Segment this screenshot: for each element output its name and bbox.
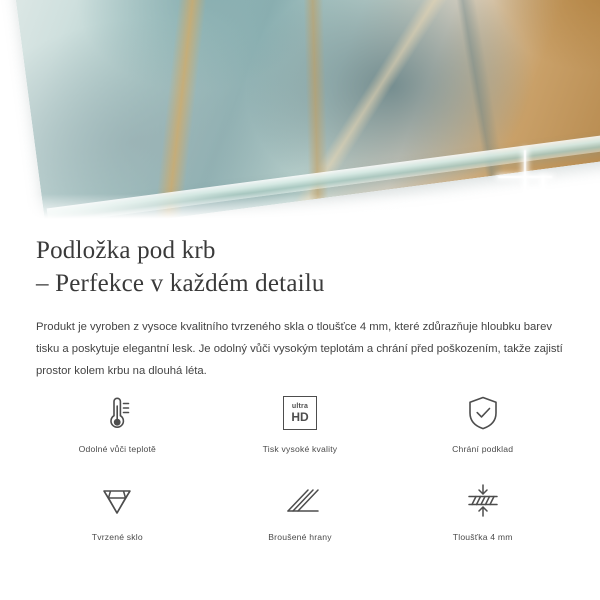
feature-caption: Tloušťka 4 mm <box>452 532 513 542</box>
feature-caption: Tvrzené sklo <box>91 532 143 542</box>
description-content <box>0 222 600 382</box>
hero-product-image <box>0 0 600 222</box>
feature-grid <box>0 390 600 566</box>
thickness-icon <box>461 478 505 524</box>
thermometer-icon <box>97 390 137 436</box>
feature-surface-protection <box>391 390 574 478</box>
description-paragraph: Produkt je vyroben z vysoce kvalitního tvrzeného skla o tloušťce 4 mm, které zdůrazňuje hloubku barev tisku a poskytuje elegantní lesk. Je odolný vůči vysokým teplotám a chrání před poškozením, takže zajistí prostor kolem krbu na dlouhá léta. <box>36 321 563 378</box>
feature-tempered-glass <box>26 478 209 566</box>
shield-check-icon <box>463 390 503 436</box>
feature-heat-resistant <box>26 390 209 478</box>
headline-line-1: Podložka pod krb <box>36 237 216 264</box>
headline-line-2: – Perfekce v každém detailu <box>36 270 325 297</box>
feature-caption: Tisk vysoké kvality <box>262 444 338 454</box>
feature-caption: Broušené hrany <box>268 532 332 542</box>
feature-thickness <box>391 478 574 566</box>
feature-caption: Chrání podklad <box>452 444 514 454</box>
page-title <box>0 222 600 300</box>
hero-fade-overlay <box>0 194 600 222</box>
feature-caption: Odolné vůči teplotě <box>78 444 157 454</box>
ultra-hd-icon <box>283 390 317 436</box>
polished-edges-icon <box>279 478 321 524</box>
ultra-label: ultra <box>291 403 309 410</box>
hd-label: HD <box>291 410 309 424</box>
feature-print-quality <box>209 390 392 478</box>
diamond-icon <box>96 478 138 524</box>
feature-polished-edges <box>209 478 392 566</box>
